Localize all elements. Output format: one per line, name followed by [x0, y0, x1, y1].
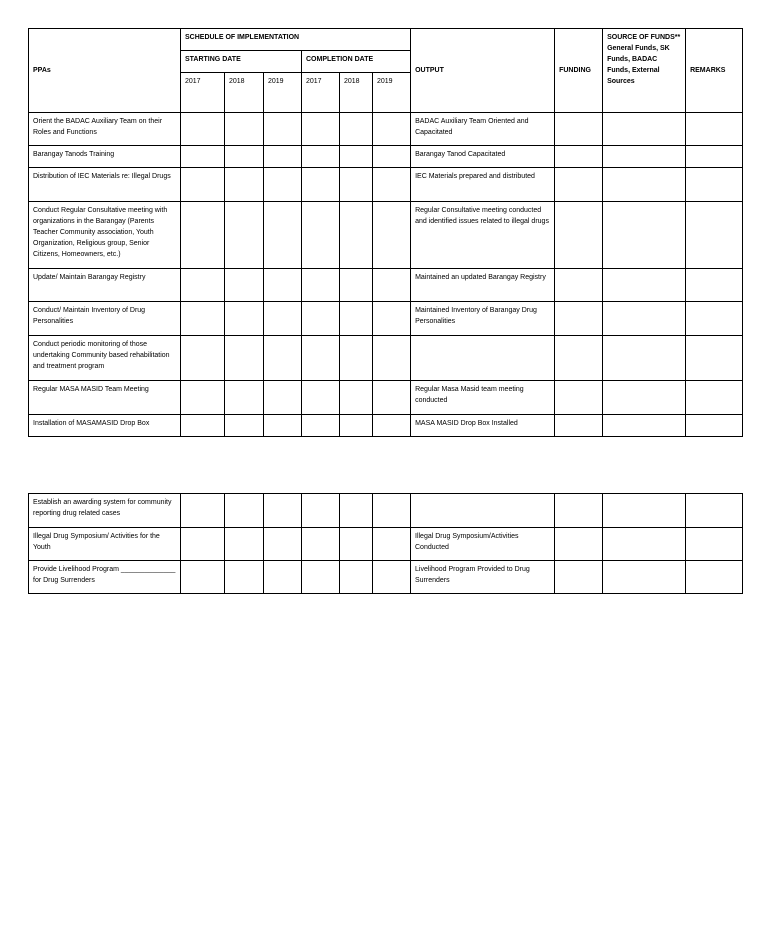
output-cell: Maintained an updated Barangay Registry [411, 269, 555, 302]
completion-year-2019: 2019 [373, 73, 411, 113]
schedule-cell [340, 113, 373, 146]
funding-cell [555, 146, 603, 168]
schedule-cell [264, 528, 302, 561]
schedule-cell [225, 146, 264, 168]
remarks-cell [686, 528, 743, 561]
schedule-cell [302, 146, 340, 168]
ppa-cell: Update/ Maintain Barangay Registry [29, 269, 181, 302]
funding-cell [555, 494, 603, 528]
completion-date-header: COMPLETION DATE [302, 51, 411, 73]
source-of-funds-cell [603, 113, 686, 146]
schedule-cell [340, 146, 373, 168]
schedule-cell [264, 146, 302, 168]
table-row [29, 494, 743, 528]
table-row [29, 168, 743, 202]
schedule-cell [181, 561, 225, 594]
schedule-cell [264, 381, 302, 415]
ppa-cell: Installation of MASAMASID Drop Box [29, 415, 181, 437]
funding-cell [555, 302, 603, 336]
schedule-cell [373, 302, 411, 336]
schedule-cell [302, 302, 340, 336]
remarks-cell [686, 269, 743, 302]
schedule-cell [264, 302, 302, 336]
source-of-funds-cell [603, 269, 686, 302]
output-cell: Maintained Inventory of Barangay Drug Personalities [411, 302, 555, 336]
output-header: OUTPUT [411, 29, 555, 113]
ppa-cell: Distribution of IEC Materials re: Illegal Drugs [29, 168, 181, 202]
funding-cell [555, 528, 603, 561]
source-of-funds-cell [603, 381, 686, 415]
start-year-2018: 2018 [225, 73, 264, 113]
schedule-cell [302, 336, 340, 381]
remarks-cell [686, 415, 743, 437]
funding-cell [555, 336, 603, 381]
funding-cell [555, 415, 603, 437]
schedule-cell [181, 113, 225, 146]
schedule-cell [181, 494, 225, 528]
schedule-cell [225, 494, 264, 528]
schedule-cell [302, 561, 340, 594]
schedule-cell [181, 381, 225, 415]
schedule-cell [225, 415, 264, 437]
schedule-cell [181, 269, 225, 302]
output-cell: Illegal Drug Symposium/Activities Conducted [411, 528, 555, 561]
schedule-cell [373, 202, 411, 269]
schedule-cell [302, 528, 340, 561]
schedule-cell [340, 528, 373, 561]
schedule-cell [264, 494, 302, 528]
table-row [29, 302, 743, 336]
schedule-cell [181, 415, 225, 437]
output-cell: Livelihood Program Provided to Drug Surrenders [411, 561, 555, 594]
funding-cell [555, 202, 603, 269]
starting-date-header: STARTING DATE [181, 51, 302, 73]
schedule-cell [340, 494, 373, 528]
schedule-cell [302, 269, 340, 302]
start-year-2017: 2017 [181, 73, 225, 113]
ppa-cell: Conduct periodic monitoring of those undertaking Community based rehabilitation and treatment program [29, 336, 181, 381]
ppa-cell: Barangay Tanods Training [29, 146, 181, 168]
schedule-cell [340, 415, 373, 437]
source-of-funds-cell [603, 336, 686, 381]
table-row [29, 381, 743, 415]
source-of-funds-cell [603, 415, 686, 437]
schedule-cell [302, 168, 340, 202]
table-row [29, 336, 743, 381]
output-cell [411, 494, 555, 528]
schedule-cell [302, 381, 340, 415]
remarks-cell [686, 336, 743, 381]
funding-cell [555, 113, 603, 146]
ppa-cell: Regular MASA MASID Team Meeting [29, 381, 181, 415]
schedule-cell [225, 168, 264, 202]
schedule-cell [373, 415, 411, 437]
ppas-header: PPAs [29, 29, 181, 113]
schedule-cell [225, 336, 264, 381]
schedule-cell [181, 302, 225, 336]
schedule-cell [340, 302, 373, 336]
source-of-funds-cell [603, 561, 686, 594]
schedule-header: SCHEDULE OF IMPLEMENTATION [181, 29, 411, 51]
source-of-funds-header: SOURCE OF FUNDS** General Funds, SK Funds, BADAC Funds, External Sources [603, 29, 686, 113]
schedule-cell [181, 168, 225, 202]
schedule-cell [373, 336, 411, 381]
schedule-cell [302, 494, 340, 528]
schedule-cell [373, 528, 411, 561]
ppa-cell: Illegal Drug Symposium/ Activities for the Youth [29, 528, 181, 561]
schedule-cell [340, 269, 373, 302]
table-row [29, 113, 743, 146]
schedule-cell [225, 113, 264, 146]
table-row [29, 146, 743, 168]
ppa-schedule-table [28, 28, 743, 437]
output-cell [411, 336, 555, 381]
schedule-cell [225, 269, 264, 302]
schedule-cell [181, 202, 225, 269]
output-cell: Regular Masa Masid team meeting conducted [411, 381, 555, 415]
remarks-cell [686, 146, 743, 168]
schedule-cell [264, 561, 302, 594]
schedule-cell [264, 113, 302, 146]
schedule-cell [264, 336, 302, 381]
funding-cell [555, 381, 603, 415]
funding-cell [555, 269, 603, 302]
schedule-cell [302, 415, 340, 437]
schedule-cell [264, 202, 302, 269]
schedule-cell [181, 336, 225, 381]
schedule-cell [340, 168, 373, 202]
ppa-cell: Orient the BADAC Auxiliary Team on their Roles and Functions [29, 113, 181, 146]
ppa-cell: Conduct Regular Consultative meeting with organizations in the Barangay (Parents Teacher Community association, Youth Organization, Religious group, Senior Citizens, Homeowners, etc.) [29, 202, 181, 269]
source-of-funds-cell [603, 302, 686, 336]
start-year-2019: 2019 [264, 73, 302, 113]
table-row [29, 528, 743, 561]
schedule-cell [302, 113, 340, 146]
funding-cell [555, 561, 603, 594]
completion-year-2017: 2017 [302, 73, 340, 113]
schedule-cell [225, 528, 264, 561]
remarks-cell [686, 381, 743, 415]
remarks-cell [686, 113, 743, 146]
source-of-funds-cell [603, 494, 686, 528]
schedule-cell [302, 202, 340, 269]
remarks-cell [686, 302, 743, 336]
ppa-cell: Conduct/ Maintain Inventory of Drug Personalities [29, 302, 181, 336]
output-cell: BADAC Auxiliary Team Oriented and Capacitated [411, 113, 555, 146]
source-of-funds-cell [603, 528, 686, 561]
schedule-cell [373, 146, 411, 168]
remarks-cell [686, 494, 743, 528]
schedule-cell [340, 561, 373, 594]
ppa-schedule-table-continued [28, 493, 743, 594]
table-row [29, 415, 743, 437]
schedule-cell [373, 168, 411, 202]
schedule-cell [340, 202, 373, 269]
output-cell: MASA MASID Drop Box Installed [411, 415, 555, 437]
schedule-cell [181, 528, 225, 561]
table-row [29, 269, 743, 302]
schedule-cell [373, 269, 411, 302]
table-row [29, 202, 743, 269]
schedule-cell [225, 302, 264, 336]
remarks-cell [686, 168, 743, 202]
schedule-cell [225, 561, 264, 594]
ppa-cell: Establish an awarding system for community reporting drug related cases [29, 494, 181, 528]
table-row [29, 561, 743, 594]
funding-header: FUNDING [555, 29, 603, 113]
schedule-cell [225, 381, 264, 415]
schedule-cell [373, 494, 411, 528]
schedule-cell [340, 336, 373, 381]
output-cell: Regular Consultative meeting conducted and identified issues related to illegal drugs [411, 202, 555, 269]
remarks-cell [686, 202, 743, 269]
source-of-funds-cell [603, 168, 686, 202]
schedule-cell [373, 113, 411, 146]
remarks-cell [686, 561, 743, 594]
funding-cell [555, 168, 603, 202]
remarks-header: REMARKS [686, 29, 743, 113]
schedule-cell [225, 202, 264, 269]
source-of-funds-cell [603, 202, 686, 269]
source-of-funds-cell [603, 146, 686, 168]
schedule-cell [264, 168, 302, 202]
schedule-cell [264, 415, 302, 437]
completion-year-2018: 2018 [340, 73, 373, 113]
schedule-cell [340, 381, 373, 415]
output-cell: Barangay Tanod Capacitated [411, 146, 555, 168]
schedule-cell [373, 381, 411, 415]
schedule-cell [181, 146, 225, 168]
output-cell: IEC Materials prepared and distributed [411, 168, 555, 202]
schedule-cell [264, 269, 302, 302]
schedule-cell [373, 561, 411, 594]
ppa-cell: Provide Livelihood Program ______________ for Drug Surrenders [29, 561, 181, 594]
